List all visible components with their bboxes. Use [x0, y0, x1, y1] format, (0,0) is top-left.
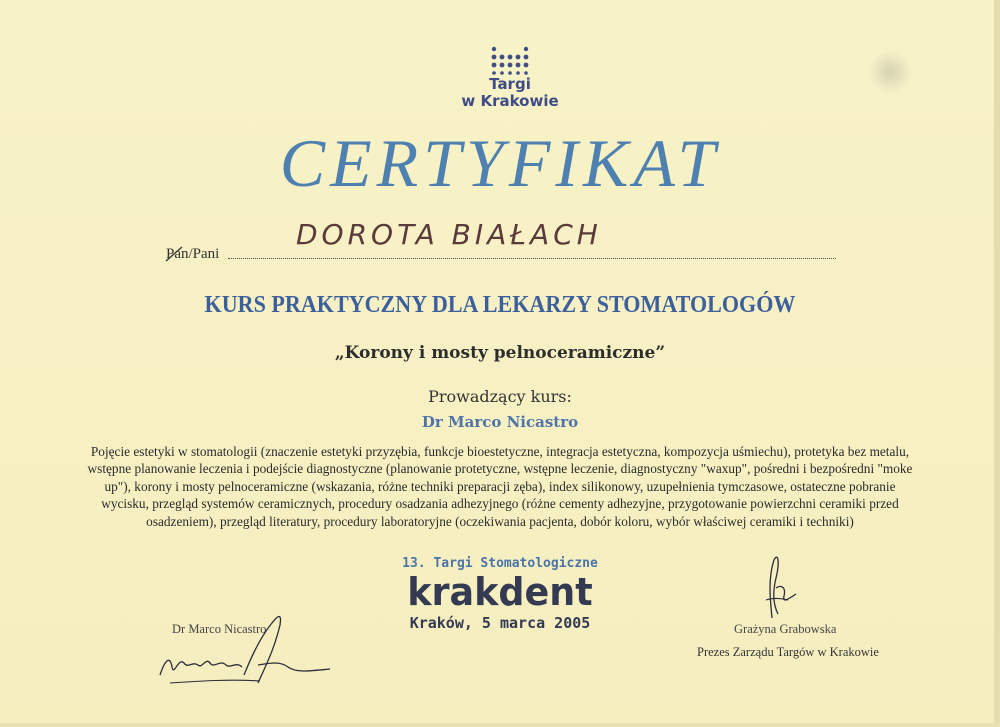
event-brand: krakdent	[407, 570, 593, 614]
salutation-label: Pan/Pani	[166, 246, 220, 262]
left-signature-icon	[140, 605, 340, 695]
paper-edge-bottom	[0, 723, 1000, 727]
event-edition: 13. Targi Stomatologiczne	[402, 556, 598, 571]
right-signatory-title: Prezes Zarządu Targów w Krakowie	[697, 645, 879, 659]
strike-through-mark-icon	[164, 245, 186, 263]
event-place-date: Kraków, 5 marca 2005	[409, 614, 591, 632]
paper-edge-right	[994, 0, 1000, 727]
dots-logo-icon	[487, 45, 533, 75]
recipient-name: DOROTA BIAŁACH	[296, 218, 602, 251]
certificate-title: CERTYFIKAT	[279, 125, 721, 201]
course-subtitle: „Korony i mosty pelnoceramiczne”	[334, 343, 666, 363]
organizer-logo	[460, 45, 560, 109]
right-signatory-name: Grażyna Grabowska	[734, 622, 837, 636]
course-heading: KURS PRAKTYCZNY DLA LEKARZY STOMATOLOGÓW	[204, 292, 796, 318]
lead-name: Dr Marco Nicastro	[421, 413, 579, 431]
logo-line1: Targi	[489, 75, 531, 93]
paper-smudge	[868, 50, 912, 94]
logo-line2: w Krakowie	[461, 92, 559, 110]
left-signatory-name: Dr Marco Nicastro	[172, 622, 267, 636]
name-dotted-line	[228, 258, 836, 259]
event-block	[400, 556, 600, 632]
right-signature-icon	[752, 548, 812, 628]
lead-label: Prowadzący kurs:	[428, 387, 572, 406]
course-description: Pojęcie estetyki w stomatologii (znaczenie estetyki przyzębia, funkcje bioestetyczne, integracja estetyczna, kompozycja uśmiechu), protetyka bez metalu, wstępne planowanie leczenia i podejście diagnostyczne (planowanie protetyczne, wstępne leczenie, diagnostyczny "waxup", pośredni i bezpośredni "moke up"), korony i mosty pelnoceramiczne (wskazania, różne techniki preparacji zęba), index silikonowy, uzupełnienia tymczasowe, ostateczne pobranie wycisku, przegląd systemów ceramicznych, procedury osadzania adhezyjnego (różne cementy adhezyjne, przygotowanie powierzchni ceramiki przed osadzeniem), przegląd literatury, procedury laboratoryjne (oczekiwania pacjenta, dobór koloru, wybór właściwej ceramiki i techniki)	[87, 444, 913, 529]
